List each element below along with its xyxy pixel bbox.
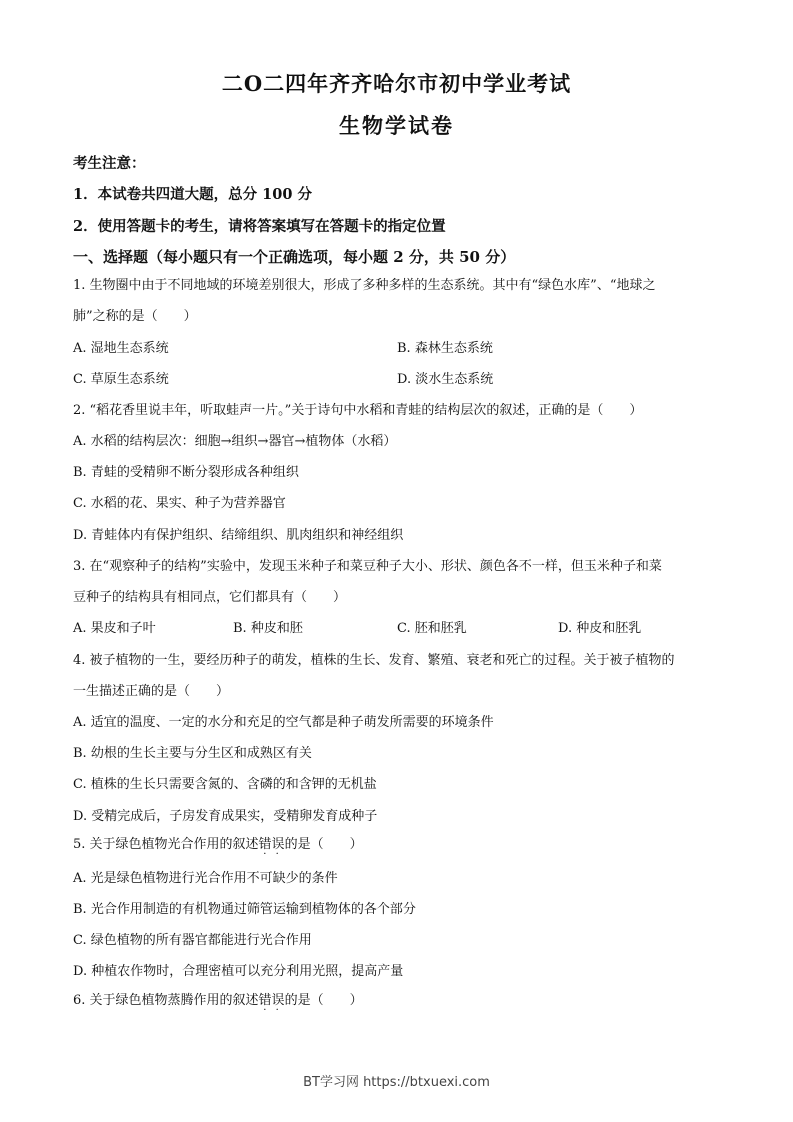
question-1-option-a: A. 湿地生态系统 bbox=[73, 341, 169, 356]
question-3-stem-line-2: 豆种子的结构具有相同点，它们都具有（ ） bbox=[73, 590, 347, 605]
question-2-option-a: A. 水稻的结构层次：细胞→组织→器官→植物体（水稻） bbox=[73, 434, 397, 449]
question-4-stem-line-1: 4. 被子植物的一生，要经历种子的萌发，植株的生长、发育、繁殖、衰老和死亡的过程。关于被子植物的 bbox=[73, 653, 675, 668]
question-4-option-c: C. 植株的生长只需要含氮的、含磷的和含钾的无机盐 bbox=[73, 777, 377, 792]
question-4-option-d: D. 受精完成后，子房发育成果实，受精卵发育成种子 bbox=[73, 809, 378, 824]
question-6-stem bbox=[73, 992, 723, 1010]
question-1-option-c: C. 草原生态系统 bbox=[73, 372, 169, 387]
question-3-option-b: B. 种皮和胚 bbox=[233, 621, 303, 636]
question-3-stem-line-1: 3. 在“观察种子的结构”实验中，发现玉米种子和菜豆种子大小、形状、颜色各不一样，但玉米种子和菜 bbox=[73, 559, 662, 574]
question-5-option-b: B. 光合作用制造的有机物通过筛管运输到植物体的各个部分 bbox=[73, 902, 416, 917]
question-1-option-b: B. 森林生态系统 bbox=[397, 341, 493, 356]
question-6-stem-prefix: 6. 关于绿色植物蒸腾作用的叙述 bbox=[73, 993, 259, 1008]
question-2-option-d: D. 青蛙体内有保护组织、结缔组织、肌肉组织和神经组织 bbox=[73, 528, 404, 543]
question-4-stem-line-2: 一生描述正确的是（ ） bbox=[73, 684, 230, 699]
question-5-option-a: A. 光是绿色植物进行光合作用不可缺少的条件 bbox=[73, 871, 338, 886]
question-5-stem-prefix: 5. 关于绿色植物光合作用的叙述 bbox=[73, 837, 259, 852]
exam-subtitle: 生物学试卷 bbox=[339, 113, 454, 138]
notice-heading: 考生注意： bbox=[73, 155, 146, 172]
question-3-option-d: D. 种皮和胚乳 bbox=[558, 621, 642, 636]
section-heading: 一、选择题（每小题只有一个正确选项，每小题 2 分，共 50 分） bbox=[73, 248, 516, 266]
question-5-option-d: D. 种植农作物时，合理密植可以充分利用光照，提高产量 bbox=[73, 964, 404, 979]
question-2-stem: 2. “稻花香里说丰年，听取蛙声一片。”关于诗句中水稻和青蛙的结构层次的叙述，正确的是（ ） bbox=[73, 403, 643, 418]
question-3-option-c: C. 胚和胚乳 bbox=[397, 621, 467, 636]
question-1-option-d: D. 淡水生态系统 bbox=[397, 372, 494, 387]
question-4-option-b: B. 幼根的生长主要与分生区和成熟区有关 bbox=[73, 746, 312, 761]
exam-title: 二O二四年齐齐哈尔市初中学业考试 bbox=[221, 71, 572, 96]
question-3-option-a: A. 果皮和子叶 bbox=[73, 621, 156, 636]
question-5-stem bbox=[73, 836, 723, 854]
question-5-option-c: C. 绿色植物的所有器官都能进行光合作用 bbox=[73, 933, 312, 948]
question-4-option-a: A. 适宜的温度、一定的水分和充足的空气都是种子萌发所需要的环境条件 bbox=[73, 715, 494, 730]
question-5-stem-suffix: 的是（ ） bbox=[284, 837, 363, 852]
question-6-stem-suffix: 的是（ ） bbox=[284, 993, 363, 1008]
notice-item-2: 2．使用答题卡的考生，请将答案填写在答题卡的指定位置 bbox=[73, 218, 446, 235]
notice-item-1: 1．本试卷共四道大题，总分 100 分 bbox=[73, 186, 312, 203]
question-1-stem-line-1: 1. 生物圈中由于不同地域的环境差别很大，形成了多种多样的生态系统。其中有“绿色水库”、“地球之 bbox=[73, 278, 656, 293]
footer-watermark[interactable]: BT学习网 https://btxuexi.com bbox=[303, 1075, 490, 1090]
question-2-option-b: B. 青蛙的受精卵不断分裂形成各种组织 bbox=[73, 465, 299, 480]
question-5-emphasis: 错误 · · bbox=[259, 836, 285, 854]
question-6-emphasis: 错误 · · bbox=[259, 992, 285, 1010]
question-1-stem-line-2: 肺”之称的是（ ） bbox=[73, 309, 197, 324]
question-2-option-c: C. 水稻的花、果实、种子为营养器官 bbox=[73, 496, 286, 511]
